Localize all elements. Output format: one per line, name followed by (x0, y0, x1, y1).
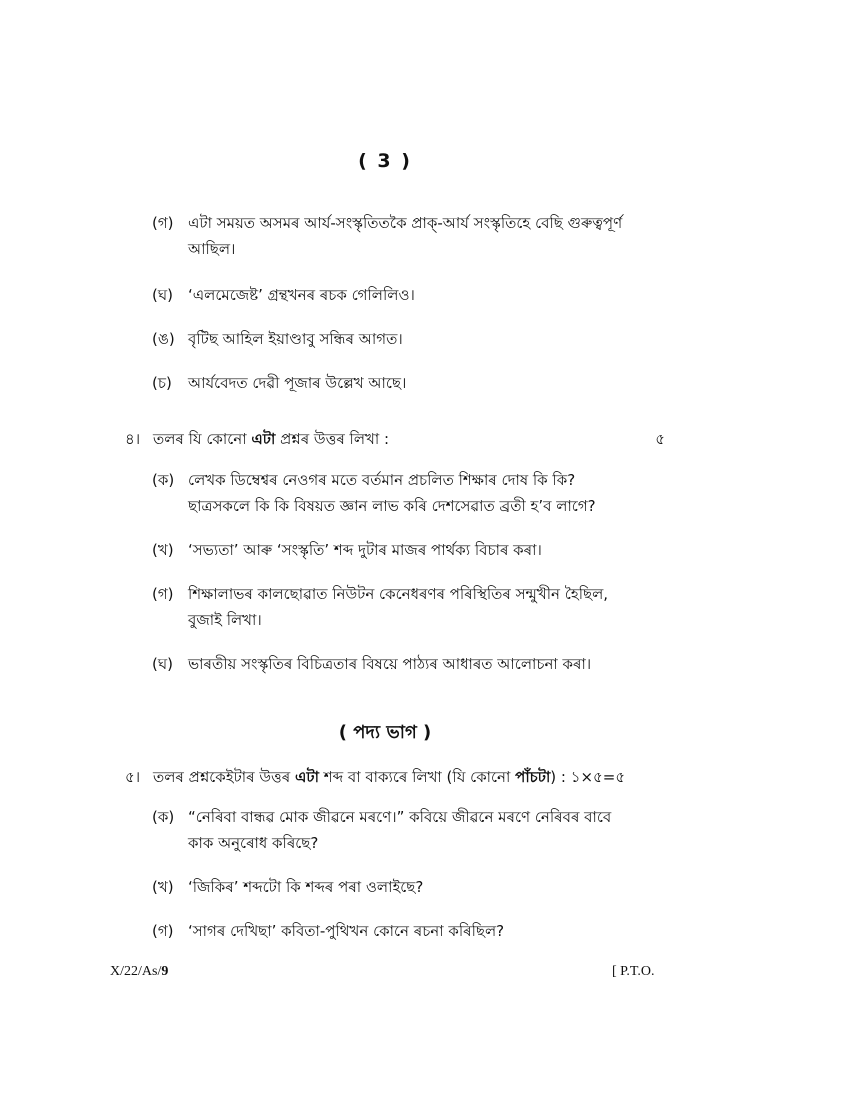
page-number: ( 3 ) (358, 150, 412, 172)
q5-item-ga (152, 918, 632, 944)
q4-text-part: তলৰ যি কোনো (153, 430, 252, 448)
q3-item-gha (152, 282, 632, 308)
q4-text-bold: এটা (251, 430, 276, 448)
pto-label: [ P.T.O. (612, 964, 655, 979)
q4-item-ga (152, 581, 632, 633)
q4-item-gha (152, 651, 632, 677)
q4-item-ka (152, 467, 632, 519)
item-label: (খ) (152, 541, 174, 559)
q3-item-nga (152, 326, 632, 352)
item-label: (গ) (152, 922, 174, 940)
item-label: (চ) (152, 374, 172, 392)
item-text: “নেৰিবা বান্ধৱ মোক জীৱনে মৰণে।” কবিয়ে জীৱনে মৰণে নেৰিবৰ বাবে কাক অনুৰোধ কৰিছে? (188, 808, 612, 852)
q5-text-part: ) : ১×৫=৫ (550, 768, 626, 786)
q5-text-part: শব্দ বা বাক্যৰে লিখা (যি কোনো (318, 768, 516, 786)
item-label: (ক) (152, 471, 175, 489)
item-label: (ঙ) (152, 330, 175, 348)
question-number: ৪। (125, 430, 141, 448)
q3-item-cha (152, 370, 632, 396)
q3-item-ga (152, 210, 632, 262)
item-text: ‘জিকিৰ’ শব্দটো কি শব্দৰ পৰা ওলাইছে? (188, 878, 424, 896)
item-text: ‘এলমেজেষ্ট’ গ্ৰন্থখনৰ ৰচক গেলিলিও। (188, 286, 415, 304)
question-number: ৫। (125, 768, 141, 786)
q5-item-kha (152, 874, 632, 900)
item-text: আৰ্যবেদত দেৱী পূজাৰ উল্লেখ আছে। (188, 374, 407, 392)
item-label: (গ) (152, 214, 174, 232)
paper-code-number: 9 (161, 964, 169, 979)
section-title: ( পদ্য ভাগ ) (338, 722, 432, 743)
item-label: (গ) (152, 585, 174, 603)
item-text: লেখক ডিম্বেশ্বৰ নেওগৰ মতে বৰ্তমান প্ৰচলিত শিক্ষাৰ দোষ কি কি? ছাত্ৰসকলে কি কি বিষয়ত জ্ঞান লাভ কৰি দেশসেৱাত ব্ৰতী হ’ব লাগে? (188, 471, 596, 515)
q4-item-kha (152, 537, 632, 563)
item-label: (ঘ) (152, 286, 173, 304)
item-text: বৃটিছ আহিল ইয়াণ্ডাবু সন্ধিৰ আগত। (188, 330, 403, 348)
q5-text-bold: পাঁচটা (515, 768, 551, 786)
item-text: ভাৰতীয় সংস্কৃতিৰ বিচিত্ৰতাৰ বিষয়ে পাঠ্যৰ আধাৰত আলোচনা কৰা। (188, 655, 592, 673)
item-label: (ঘ) (152, 655, 173, 673)
item-label: (খ) (152, 878, 174, 896)
item-text: শিক্ষালাভৰ কালছোৱাত নিউটন কেনেধৰণৰ পৰিস্থিতিৰ সন্মুখীন হৈছিল, বুজাই লিখা। (188, 585, 609, 629)
item-label: (ক) (152, 808, 175, 826)
paper-code-prefix: X/22/As/ (110, 964, 162, 979)
item-text: ‘সাগৰ দেখিছা’ কবিতা-পুথিখন কোনে ৰচনা কৰিছিল? (188, 922, 505, 940)
question-text (153, 427, 625, 451)
q5-item-ka (152, 804, 632, 856)
item-text: এটা সময়ত অসমৰ আৰ্য-সংস্কৃতিতকৈ প্ৰাক্-আৰ্য সংস্কৃতিহে বেছি গুৰুত্বপূৰ্ণ আছিল। (188, 214, 623, 258)
question-marks: ৫ (655, 430, 665, 448)
question-text (153, 765, 665, 789)
q5-text-part: তলৰ প্ৰশ্নকেইটাৰ উত্তৰ (153, 768, 295, 786)
paper-code (110, 964, 168, 980)
q5-text-bold: এটা (294, 768, 319, 786)
item-text: ‘সভ্যতা’ আৰু ‘সংস্কৃতি’ শব্দ দুটাৰ মাজৰ পাৰ্থক্য বিচাৰ কৰা। (188, 541, 542, 559)
q4-text-part: প্ৰশ্নৰ উত্তৰ লিখা : (275, 430, 390, 448)
